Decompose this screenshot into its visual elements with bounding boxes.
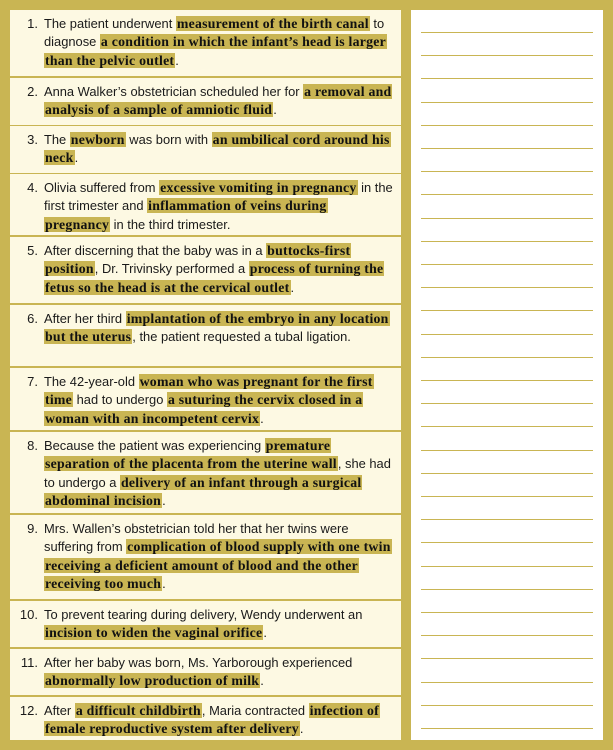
plain-text: .: [273, 102, 277, 118]
highlighted-term: abnormally low production of milk: [45, 673, 260, 689]
highlighted-term: incision to widen the vaginal orifice: [45, 625, 263, 641]
item-number: 11.: [20, 655, 38, 670]
answer-line[interactable]: [421, 450, 593, 451]
highlighted-term: premature separation of the placenta from the uterine wall: [45, 438, 337, 472]
highlighted-term: a condition in which the infant’s head is larger than the pelvic outlet: [45, 34, 387, 68]
plain-text: After her third: [44, 311, 126, 326]
item-text: [44, 310, 395, 347]
answer-line[interactable]: [421, 55, 593, 56]
exercise-item: [10, 305, 401, 366]
exercise-item: [10, 432, 401, 513]
answer-line[interactable]: [421, 357, 593, 358]
answer-line[interactable]: [421, 241, 593, 242]
answer-line[interactable]: [421, 566, 593, 567]
item-number: 3.: [27, 132, 38, 147]
exercise-item: [10, 697, 401, 740]
answer-line[interactable]: [421, 473, 593, 474]
answer-line[interactable]: [421, 194, 593, 195]
plain-text: .: [162, 575, 166, 591]
answer-line[interactable]: [421, 78, 593, 79]
highlighted-term: woman who was pregnant for the first time: [45, 374, 373, 408]
highlighted-term: a suturing the cervix closed in a woman with an incompetent cervix: [45, 392, 363, 426]
exercise-item: [10, 126, 401, 173]
item-number: 8.: [27, 438, 38, 453]
item-text: [44, 242, 395, 297]
exercise-item: [10, 10, 401, 76]
answer-line[interactable]: [421, 125, 593, 126]
plain-text: Anna Walker’s obstetrician scheduled her for: [44, 84, 304, 99]
plain-text: .: [290, 279, 295, 295]
item-text: [44, 520, 395, 593]
plain-text: , Dr. Trivinsky performed a: [94, 261, 249, 277]
plain-text: was born with: [125, 132, 212, 147]
highlighted-term: measurement of the birth canal: [176, 16, 369, 31]
exercise-item: [10, 174, 401, 235]
answer-line[interactable]: [421, 334, 593, 335]
answer-line[interactable]: [421, 403, 593, 404]
item-text: [44, 702, 395, 739]
highlighted-term: excessive vomiting in pregnancy: [160, 180, 357, 195]
item-number: 9.: [27, 521, 38, 536]
plain-text: Olivia suffered from: [44, 180, 160, 195]
highlighted-term: process of turning the fetus so the head is at the cervical outlet: [45, 261, 384, 295]
plain-text: The patient underwent: [44, 16, 176, 31]
highlighted-term: complication of blood supply with one twin receiving a deficient amount of blood and the other receiving too much: [45, 539, 391, 591]
highlighted-term: inflammation of veins during pregnancy: [45, 198, 327, 232]
highlighted-term: a difficult childbirth: [75, 703, 201, 718]
item-text: [44, 15, 395, 70]
item-number: 5.: [27, 243, 38, 258]
item-text: [44, 179, 395, 234]
answer-line[interactable]: [421, 287, 593, 288]
exercise-item: [10, 601, 401, 647]
plain-text: .: [263, 625, 267, 641]
item-number: 6.: [27, 311, 38, 326]
answer-column: [411, 10, 603, 740]
item-text: [44, 83, 395, 120]
item-text: [44, 606, 395, 643]
plain-text: To prevent tearing during delivery, Wendy underwent an: [44, 607, 363, 622]
exercise-items: [10, 10, 401, 740]
plain-text: .: [260, 410, 264, 426]
answer-line[interactable]: [421, 426, 593, 427]
highlighted-term: newborn: [70, 132, 125, 147]
item-number: 10.: [19, 607, 38, 622]
exercise-item: [10, 368, 401, 430]
item-number: 7.: [27, 374, 38, 389]
plain-text: .: [175, 52, 179, 68]
exercise-item: [10, 237, 401, 303]
plain-text: , she had to undergo a: [44, 456, 391, 490]
plain-text: Because the patient was experiencing: [44, 438, 265, 453]
answer-line[interactable]: [421, 102, 593, 103]
highlighted-term: a removal and analysis of a sample of amniotic fluid: [45, 84, 392, 118]
plain-text: , the patient requested a tubal ligation.: [132, 329, 351, 345]
answer-line[interactable]: [421, 264, 593, 265]
item-text: [44, 654, 395, 691]
plain-text: to diagnose: [44, 16, 385, 50]
answer-line[interactable]: [421, 612, 593, 613]
plain-text: The 42-year-old: [44, 374, 139, 389]
plain-text: had to undergo: [73, 392, 167, 408]
answer-line[interactable]: [421, 542, 593, 543]
plain-text: in the first trimester and: [44, 180, 393, 214]
item-number: 12.: [19, 703, 38, 718]
plain-text: .: [260, 673, 264, 689]
answer-line[interactable]: [421, 635, 593, 636]
highlighted-term: an umbilical cord around his neck: [45, 132, 390, 166]
answer-line[interactable]: [421, 148, 593, 149]
answer-line[interactable]: [421, 658, 593, 659]
answer-line[interactable]: [421, 32, 593, 33]
plain-text: The: [44, 132, 70, 147]
answer-line[interactable]: [421, 380, 593, 381]
plain-text: After her baby was born, Ms. Yarborough experienced: [44, 655, 353, 670]
exercise-item: [10, 515, 401, 599]
highlighted-term: infection of female reproductive system after delivery: [45, 703, 379, 737]
plain-text: .: [162, 492, 166, 508]
answer-line[interactable]: [421, 496, 593, 497]
exercise-item: [10, 78, 401, 125]
plain-text: in the third trimester.: [110, 216, 231, 232]
plain-text: .: [299, 721, 304, 737]
answer-line[interactable]: [421, 682, 593, 683]
item-text: [44, 437, 395, 510]
answer-line[interactable]: [421, 705, 593, 706]
item-number: 1.: [27, 16, 38, 31]
plain-text: .: [74, 150, 79, 166]
answer-line[interactable]: [421, 589, 593, 590]
highlighted-term: buttocks-first position: [45, 243, 351, 277]
item-number: 4.: [27, 180, 38, 195]
item-text: [44, 131, 395, 168]
plain-text: After: [44, 703, 75, 718]
plain-text: After discerning that the baby was in a: [44, 243, 267, 258]
answer-line[interactable]: [421, 171, 593, 172]
exercise-item: [10, 649, 401, 695]
plain-text: Mrs. Wallen’s obstetrician told her that her twins were suffering from: [44, 521, 349, 555]
item-number: 2.: [27, 84, 38, 99]
item-text: [44, 373, 395, 428]
highlighted-term: delivery of an infant through a surgical abdominal incision: [45, 474, 362, 508]
answer-line[interactable]: [421, 218, 593, 219]
answer-line[interactable]: [421, 728, 593, 729]
highlighted-term: implantation of the embryo in any location but the uterus: [45, 311, 389, 345]
answer-line[interactable]: [421, 310, 593, 311]
answer-line[interactable]: [421, 519, 593, 520]
plain-text: , Maria contracted: [201, 703, 309, 718]
